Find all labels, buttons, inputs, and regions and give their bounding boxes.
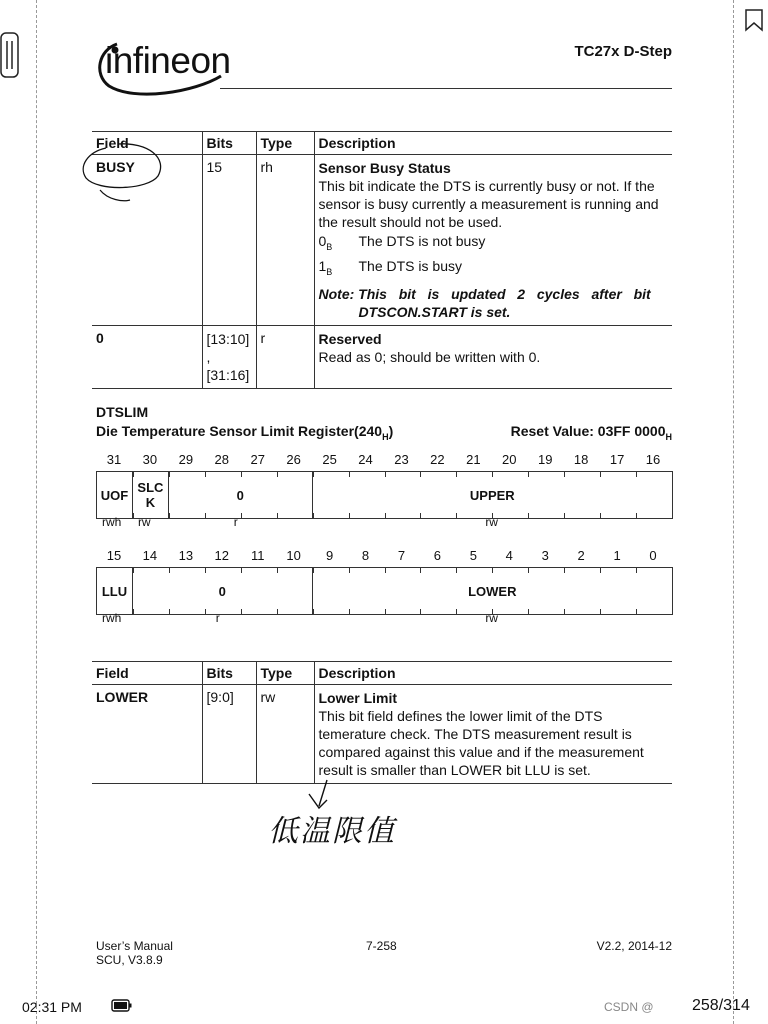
field-access: r <box>233 515 238 529</box>
description-title: Lower Limit <box>318 690 398 706</box>
bit-tick <box>492 472 493 477</box>
bit-tick <box>600 472 601 477</box>
bit-tick <box>600 609 601 614</box>
register-title-text: Die Temperature Sensor Limit Register(240 <box>96 423 383 439</box>
bit-tick <box>420 513 421 518</box>
register-field: UOF <box>97 472 133 518</box>
bit-tick <box>133 472 134 477</box>
bit-number: 10 <box>286 548 301 563</box>
bit-tick <box>241 609 242 614</box>
description-text: This bit field defines the lower limit of the DTS temerature check. The DTS measurement result is compared against this value and if the measurement result is smaller than LOWER bit LLU is set. <box>318 708 644 778</box>
field-bits-separator: , <box>206 348 211 365</box>
enum-code: 0 <box>318 233 327 249</box>
field-description <box>314 325 672 388</box>
bit-tick <box>636 513 637 518</box>
sidebar-handle-icon <box>0 32 20 78</box>
register-name: DTSLIM <box>96 404 149 420</box>
note-text: This bit is updated 2 cycles after bit <box>358 285 651 302</box>
bit-number: 3 <box>541 548 549 563</box>
column-header: Type <box>256 662 314 685</box>
bit-tick <box>456 513 457 518</box>
bit-tick <box>420 609 421 614</box>
field-bits <box>202 325 256 388</box>
bit-tick <box>205 609 206 614</box>
bit-tick <box>133 609 134 614</box>
bit-tick <box>420 472 421 477</box>
register-field: UPPER <box>469 487 515 503</box>
bit-tick <box>636 568 637 573</box>
bit-tick <box>313 568 314 573</box>
register-field: 0 <box>133 568 313 614</box>
bit-tick <box>492 568 493 573</box>
bit-tick <box>385 568 386 573</box>
register-field: SLC K <box>133 472 169 518</box>
bit-tick <box>205 568 206 573</box>
bit-tick <box>313 472 314 477</box>
footer-revision: V2.2, 2014-12 <box>596 939 672 953</box>
register-field: LOWER <box>468 583 517 599</box>
bit-number: 22 <box>430 452 445 467</box>
bit-tick <box>277 568 278 573</box>
bit-tick <box>277 513 278 518</box>
bit-number: 18 <box>573 452 589 467</box>
field-type: rh <box>256 155 314 326</box>
bit-number: 5 <box>469 548 477 563</box>
bit-tick <box>169 609 170 614</box>
bit-tick <box>313 609 314 614</box>
field-access: r <box>215 611 220 625</box>
table-row <box>92 325 672 388</box>
bit-number: 24 <box>358 452 373 467</box>
page-indicator: 258/314 <box>692 997 750 1014</box>
bookmark-icon <box>744 8 764 32</box>
column-header: Field <box>92 662 202 685</box>
field-bits: [9:0] <box>202 685 256 784</box>
column-header: Description <box>314 132 672 155</box>
enum-code: 1 <box>318 257 327 274</box>
bit-tick <box>169 472 170 477</box>
bit-tick <box>313 513 314 518</box>
infineon-logo <box>95 36 231 96</box>
bit-number: 25 <box>322 452 337 467</box>
bit-number: 27 <box>250 452 265 467</box>
bit-tick <box>205 513 206 518</box>
bit-number: 20 <box>502 452 517 467</box>
bit-number: 9 <box>325 548 334 563</box>
column-header: Type <box>256 132 314 155</box>
field-name: LOWER <box>92 685 202 784</box>
field-description <box>314 685 672 784</box>
register-field: 0 <box>169 472 313 518</box>
register-title <box>96 423 393 442</box>
field-name: BUSY <box>92 155 202 326</box>
description-text: Read as 0; should be written with 0. <box>318 348 541 365</box>
field-access: rw <box>485 515 498 529</box>
bit-tick <box>420 568 421 573</box>
bit-tick <box>277 609 278 614</box>
field-type: rw <box>256 685 314 784</box>
register-title-sub: H <box>382 431 389 442</box>
bit-tick <box>133 568 134 573</box>
bit-tick <box>133 513 134 518</box>
bit-number: 4 <box>505 548 513 563</box>
bit-number: 6 <box>433 548 442 563</box>
bit-tick <box>349 609 350 614</box>
bit-tick <box>169 568 170 573</box>
footer-manual: User’s Manual <box>96 939 173 953</box>
bit-tick <box>564 472 565 477</box>
handwritten-annotation: 低温限值 <box>268 814 396 849</box>
reset-value-text: Reset Value: 03FF 0000 <box>510 423 666 439</box>
field-access: rw <box>137 515 151 529</box>
bit-number: 0 <box>649 548 657 563</box>
table-row <box>92 685 672 784</box>
description-title: Sensor Busy Status <box>318 160 451 176</box>
note-label: Note: <box>318 285 355 302</box>
sidebar-toggle-button[interactable] <box>0 32 20 78</box>
footer-left <box>96 939 173 967</box>
document-title: TC27x D-Step <box>574 43 672 60</box>
bit-tick <box>349 568 350 573</box>
register-upper-half <box>96 471 673 519</box>
bit-tick <box>456 609 457 614</box>
bit-number: 8 <box>361 548 370 563</box>
enum-value <box>319 232 669 256</box>
bit-tick <box>456 472 457 477</box>
bit-tick <box>277 472 278 477</box>
bit-number: 11 <box>250 548 265 563</box>
column-header: Description <box>314 662 672 685</box>
watermark-text: CSDN @ <box>604 1000 654 1014</box>
table-header-row <box>92 662 672 685</box>
bit-number: 13 <box>178 548 194 563</box>
field-access: rwh <box>102 611 122 625</box>
register-title-end: ) <box>388 423 394 439</box>
field-access: rwh <box>102 515 122 529</box>
bit-tick <box>636 472 637 477</box>
bit-tick <box>385 609 386 614</box>
bit-number: 15 <box>106 548 122 563</box>
field-bits-part: [13:10] <box>206 330 250 347</box>
reset-value-sub: H <box>665 431 672 442</box>
footer-page-number: 7-258 <box>366 939 397 953</box>
enum-sub: B <box>326 241 333 252</box>
bit-number: 23 <box>394 452 409 467</box>
field-name: 0 <box>92 325 202 388</box>
bit-tick <box>385 472 386 477</box>
bit-tick <box>349 513 350 518</box>
bit-number: 17 <box>609 452 625 467</box>
register-field: LLU <box>97 568 133 614</box>
bit-tick <box>564 568 565 573</box>
bit-tick <box>205 472 206 477</box>
bit-number: 21 <box>466 452 481 467</box>
description-title: Reserved <box>318 330 382 347</box>
table-header-row <box>92 132 672 155</box>
status-time: 02:31 PM <box>22 999 82 1015</box>
enum-text: The DTS is busy <box>358 257 462 274</box>
bit-tick <box>636 609 637 614</box>
field-table-dtslim <box>92 661 672 784</box>
bit-tick <box>528 513 529 518</box>
column-header: Bits <box>202 132 256 155</box>
footer-version: SCU, V3.8.9 <box>96 953 163 967</box>
field-table-dtsstat <box>92 131 672 389</box>
field-description <box>314 155 672 326</box>
enum-text: The DTS is not busy <box>358 233 486 249</box>
bit-number: 2 <box>577 548 585 563</box>
bit-number: 31 <box>106 452 122 467</box>
bit-tick <box>528 568 529 573</box>
bit-tick <box>241 568 242 573</box>
bit-tick <box>528 609 529 614</box>
description-text: This bit indicate the DTS is currently busy or not. If the sensor is busy currently a measurement is running and the result should not be used. <box>318 178 659 230</box>
bookmark-button[interactable] <box>744 8 764 32</box>
bit-number: 30 <box>142 452 158 467</box>
bit-tick <box>241 513 242 518</box>
bit-tick <box>385 513 386 518</box>
column-header: Field <box>92 132 202 155</box>
bit-tick <box>456 568 457 573</box>
margin-guide-right <box>733 0 734 1024</box>
bit-number: 19 <box>537 452 553 467</box>
bit-tick <box>564 513 565 518</box>
bit-tick <box>349 472 350 477</box>
field-access: rw <box>485 611 498 625</box>
enum-sub: B <box>326 266 333 277</box>
enum-value <box>319 257 669 281</box>
bit-tick <box>241 472 242 477</box>
bit-number: 28 <box>214 452 230 467</box>
register-reset-value <box>511 423 672 442</box>
bit-number: 26 <box>286 452 301 467</box>
header-divider <box>220 88 672 89</box>
column-header: Bits <box>202 662 256 685</box>
register-lower-half <box>96 567 673 615</box>
handwritten-circle-mark <box>78 140 168 210</box>
bit-tick <box>600 513 601 518</box>
bit-number: 14 <box>142 548 158 563</box>
bit-number: 16 <box>645 452 661 467</box>
note-text-continued: DTSCON.START is set. <box>358 303 511 320</box>
bit-number: 1 <box>613 548 621 563</box>
table-row <box>92 155 672 326</box>
bit-number: 29 <box>178 452 194 467</box>
battery-icon <box>111 999 133 1013</box>
bit-number: 7 <box>397 548 406 563</box>
bit-tick <box>169 513 170 518</box>
margin-guide-left <box>36 0 37 1024</box>
note <box>319 285 669 321</box>
field-bits-part: [31:16] <box>206 366 250 383</box>
bit-number: 12 <box>214 548 230 563</box>
bit-tick <box>528 472 529 477</box>
field-bits: 15 <box>202 155 256 326</box>
field-type: r <box>256 325 314 388</box>
bit-tick <box>564 609 565 614</box>
bit-tick <box>600 568 601 573</box>
brand-name: infineon <box>105 40 231 81</box>
